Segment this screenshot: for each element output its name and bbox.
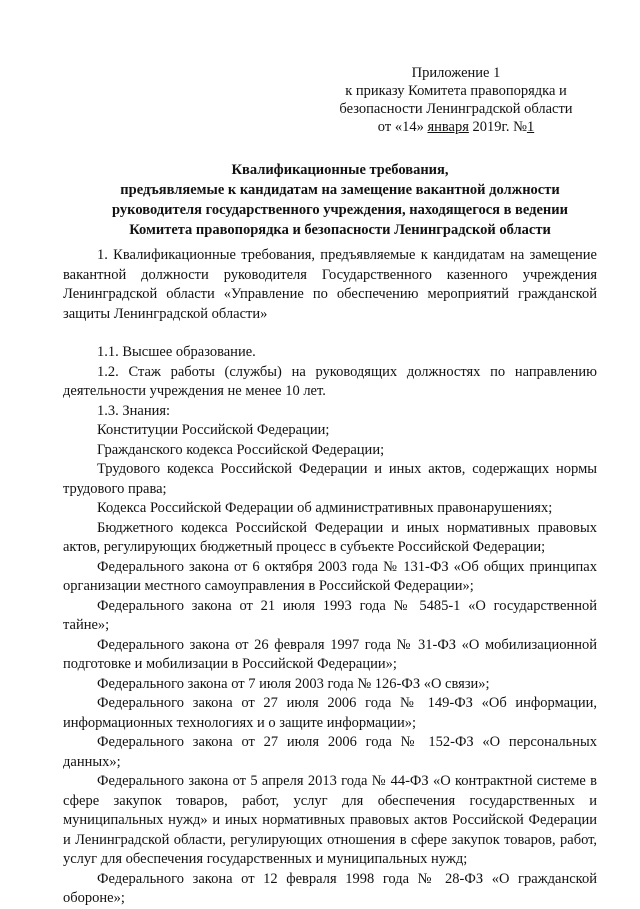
paragraph-education: 1.1. Высшее образование.: [97, 344, 256, 360]
order-date-month: января: [427, 119, 469, 135]
list-item: Федерального закона от 21 июля 1993 года № 5485-1 «О государственной тайне»;: [63, 597, 597, 633]
list-item: Федерального закона от 6 октября 2003 года № 131-ФЗ «Об общих принципах организации местного самоуправления в Российской Федерации»;: [63, 558, 597, 594]
list-item: Гражданского кодекса Российской Федерации;: [97, 441, 385, 458]
list-item: Федерального закона от 27 июля 2006 года № 149-ФЗ «Об информации, информационных технологиях и о защите информации»;: [63, 695, 597, 731]
paragraph-knowledge: 1.3. Знания:: [97, 402, 171, 419]
document-title: [60, 160, 620, 240]
list-item: Федерального закона от 7 июля 2003 года № 126-ФЗ «О связи»;: [97, 675, 490, 692]
list-item: Трудового кодекса Российской Федерации и иных актов, содержащих нормы трудового права;: [63, 461, 597, 497]
paragraph-section-1: 1. Квалификационные требования, предъявляемые к кандидатам на замещение вакантной должности руководителя Государственного казенного учреждения Ленинградской области «Управление по обеспечению мероприятий гражданской защиты Ленинградской области»: [63, 247, 597, 322]
list-item: Федерального закона от 5 апреля 2013 года № 44-ФЗ «О контрактной системе в сфере закупок товаров, работ, услуг для обеспечения государственных и муниципальных нужд» и иных нормативных правовых актов Российской Федерации и Ленинградской области, регулирующих отношения в сфере закупок товаров, работ, услуг для обеспечения государственных и муниципальных нужд;: [63, 773, 597, 867]
list-item: Федерального закона от 27 июля 2006 года № 152-ФЗ «О персональных данных»;: [63, 734, 597, 770]
paragraph-experience: 1.2. Стаж работы (службы) на руководящих должностях по направлению деятельности учреждения не менее 10 лет.: [63, 363, 597, 399]
title-line-1: Квалификационные требования,: [231, 162, 449, 178]
appendix-line-1: Приложение 1: [411, 65, 501, 81]
title-line-3: руководителя государственного учреждения, находящегося в ведении: [112, 202, 568, 218]
order-date-prefix: от «14»: [377, 119, 428, 135]
appendix-line-4: [326, 118, 586, 136]
title-line-2: предъявляемые к кандидатам на замещение вакантной должности: [120, 182, 560, 198]
list-item: Федерального закона от 12 февраля 1998 года № 28-ФЗ «О гражданской обороне»;: [63, 870, 597, 906]
title-line-4: Комитета правопорядка и безопасности Ленинградской области: [129, 222, 551, 238]
list-item: Бюджетного кодекса Российской Федерации и иных нормативных правовых актов, регулирующих бюджетный процесс в субъекте Российской Федерации;: [63, 519, 597, 555]
document-body: [63, 246, 597, 909]
order-number: 1: [526, 119, 535, 135]
order-date-year: 2019г. №: [468, 119, 527, 135]
list-item: Федерального закона от 26 февраля 1997 года № 31-ФЗ «О мобилизационной подготовке и мобилизации в Российской Федерации»;: [63, 636, 597, 672]
appendix-header: [326, 64, 586, 136]
appendix-line-3: безопасности Ленинградской области: [339, 101, 573, 117]
list-item: Конституции Российской Федерации;: [97, 422, 330, 438]
list-item: Кодекса Российской Федерации об административных правонарушениях;: [97, 500, 553, 516]
appendix-line-2: к приказу Комитета правопорядка и: [345, 83, 567, 99]
